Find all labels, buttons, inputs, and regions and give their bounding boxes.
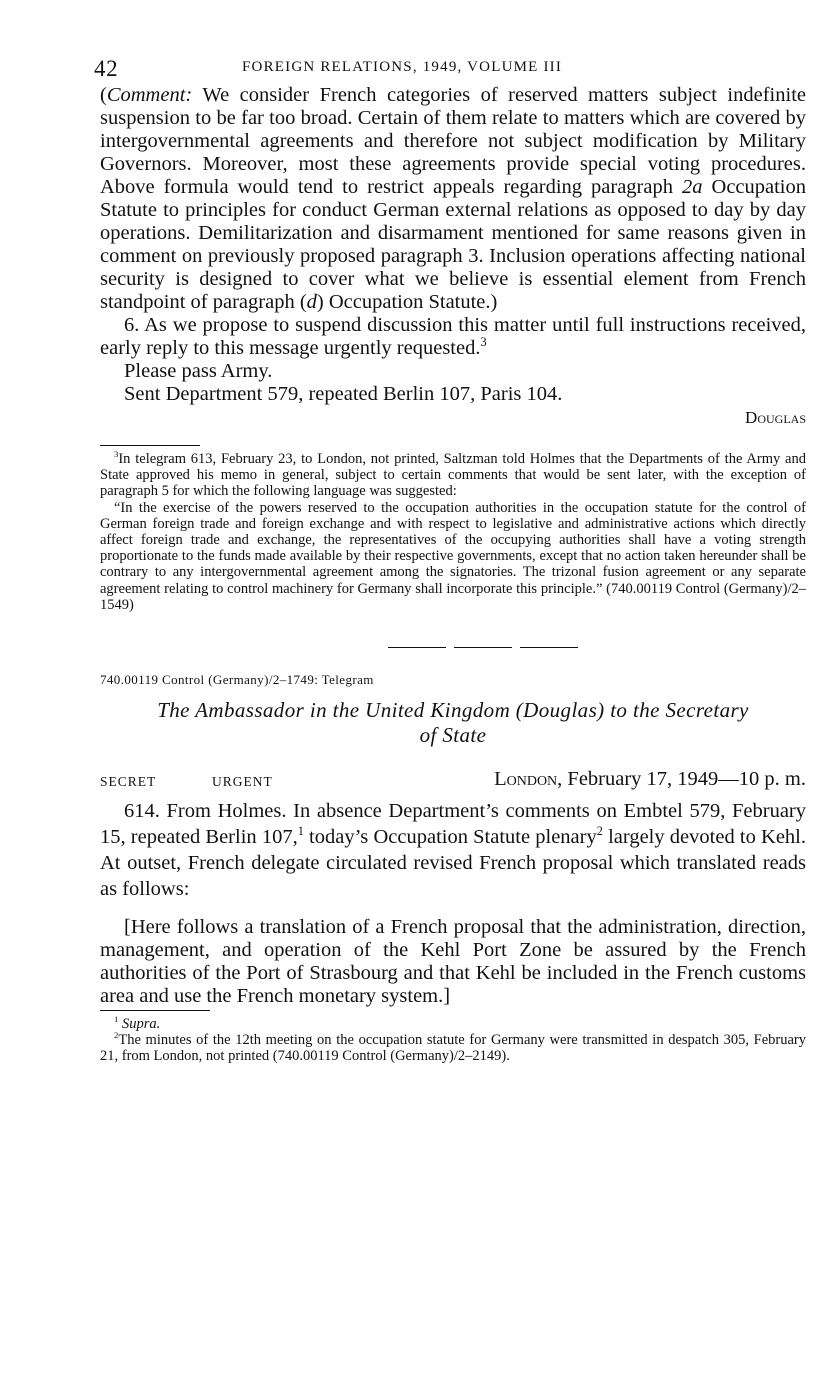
telegram-continuation (100, 84, 806, 429)
footnote-2 (100, 1032, 806, 1064)
p614-part-b: today’s Occupation Statute plenary (303, 826, 597, 849)
footnote-ref-3: 3 (480, 335, 487, 350)
comment-para-ref: 2a (682, 176, 703, 198)
footnote-3 (100, 451, 806, 613)
paragraph-6 (100, 314, 806, 360)
comment-end: ) Occupation Statute.) (316, 291, 498, 313)
separator-dash-1 (388, 647, 446, 648)
comment-letter: d (306, 291, 317, 313)
section-separator (160, 647, 806, 648)
signature: Douglas (745, 408, 806, 427)
dateline (100, 768, 806, 798)
footnote-1-mark: 1 (114, 1014, 119, 1025)
document-heading (100, 698, 806, 748)
footnote-1 (100, 1016, 806, 1032)
separator-dash-3 (520, 647, 578, 648)
comment-body-2: Occupation Statute to principles for conduct German external relations as opposed to day by day operations. Demilitarization and disarmament mentioned for same reasons given in comment on previously proposed paragraph 3. Inclusion operations affecting national security is designed to cover what we believe is essential element from French standpoint of paragraph ( (100, 176, 807, 313)
footnote-rule (100, 445, 200, 446)
page-number: 42 (94, 56, 119, 81)
date: , February 17, 1949—10 p. m. (557, 768, 806, 791)
comment-body: We consider French categories of reserved matters subject indefinite suspension to be far too broad. Certain of them relate to matters which are covered by intergovernmental agreements and therefore not subject modification by Military Governors. Moreover, most these agreements provide special voting procedures. Above formula would tend to restrict appeals regarding paragraph (100, 84, 806, 198)
paragraph-614 (100, 798, 806, 902)
running-head (94, 56, 806, 84)
document-page (94, 56, 807, 1065)
heading-line-2: of State (419, 723, 487, 748)
editorial-note: [Here follows a translation of a French proposal that the administration, direction, management, and operation of the Kehl Port Zone be assured by the French authorities of the Port of Strasbourg and that Kehl be included in the French customs area and use the French monetary system.] (100, 916, 806, 1008)
footnote-ref-2: 2 (596, 824, 603, 839)
place-date (494, 768, 806, 791)
p614-part-a: 614. From Holmes. In absence Department’s comments on Embtel 579, February 15, repeated Berlin 107, (100, 800, 806, 849)
footnote-ref-1: 1 (297, 824, 304, 839)
document-id: 740.00119 Control (Germany)/2–1749: Telegram (100, 672, 374, 688)
separator-dash-2 (454, 647, 512, 648)
footnote-2-mark: 2 (114, 1030, 119, 1041)
place: London (494, 768, 558, 791)
heading-line-1: The Ambassador in the United Kingdom (Douglas) to the Secretary (157, 698, 749, 723)
footnote-3-body: In telegram 613, February 23, to London, not printed, Saltzman told Holmes that the Departments of the Army and State approved his memo in general, subject to certain comments that would be sent later, with the exception of paragraph 5 for which the following language was suggested: (100, 451, 806, 500)
footnotes-2 (100, 1016, 806, 1065)
classification-secret: SECRET (100, 774, 157, 790)
sent-line: Sent Department 579, repeated Berlin 107, Paris 104. (124, 383, 563, 405)
footnote-rule-2 (100, 1010, 210, 1011)
footnote-2-text: The minutes of the 12th meeting on the occupation statute for Germany were transmitted in despatch 305, February 21, from London, not printed (740.00119 Control (Germany)/2–2149). (100, 1032, 806, 1065)
please-pass-line: Please pass Army. (124, 360, 273, 382)
telegram-614 (100, 798, 806, 902)
comment-paragraph: (Comment: We consider French categories of reserved matters subject indefinite suspension to be far too broad. Certain of them relate to matters which are covered by intergovernmental agreements and therefore not subject modification by Military Governors. Moreover, most these agreements provide special voting procedures. Above formula would tend to restrict appeals regarding paragraph 2a Occupation Statute to principles for conduct German external relations as opposed to day by day operations. Demilitarization and disarmament mentioned for same reasons given in comment on previously proposed paragraph 3. Inclusion operations affecting national security is designed to cover what we believe is essential element from French standpoint of paragraph (d) Occupation Statute.) (100, 84, 807, 313)
footnote-3-text (100, 451, 806, 500)
footnote-3-quote: “In the exercise of the powers reserved to the occupation authorities in the occupation statute for the control of German foreign trade and foreign exchange and with respect to legislative and administrative actions which directly affect foreign trade and exchange, the representatives of the occupying authorities shall have a voting strength proportionate to the funds made available by their respective governments, except that no action taken hereunder shall be contrary to any intergovernmental agreement among the signatories. The trizonal fusion agreement or any separate agreement relating to control machinery for Germany shall incorporate this principle.” (740.00119 Control (Germany)/2–1549) (100, 499, 806, 613)
p614-part-c: largely devoted to Kehl. At outset, French delegate circulated revised French proposal which translated reads as follows: (100, 826, 806, 901)
classification-urgent: URGENT (212, 774, 273, 790)
paragraph-6-text: 6. As we propose to suspend discussion this matter until full instructions received, early reply to this message urgently requested. (100, 314, 806, 359)
comment-label: Comment: (106, 84, 193, 106)
footnote-1-text: Supra. (121, 1016, 161, 1033)
editorial-bracket (100, 916, 806, 1008)
footnote-3-mark: 3 (114, 449, 119, 460)
running-title: FOREIGN RELATIONS, 1949, VOLUME III (242, 59, 563, 75)
